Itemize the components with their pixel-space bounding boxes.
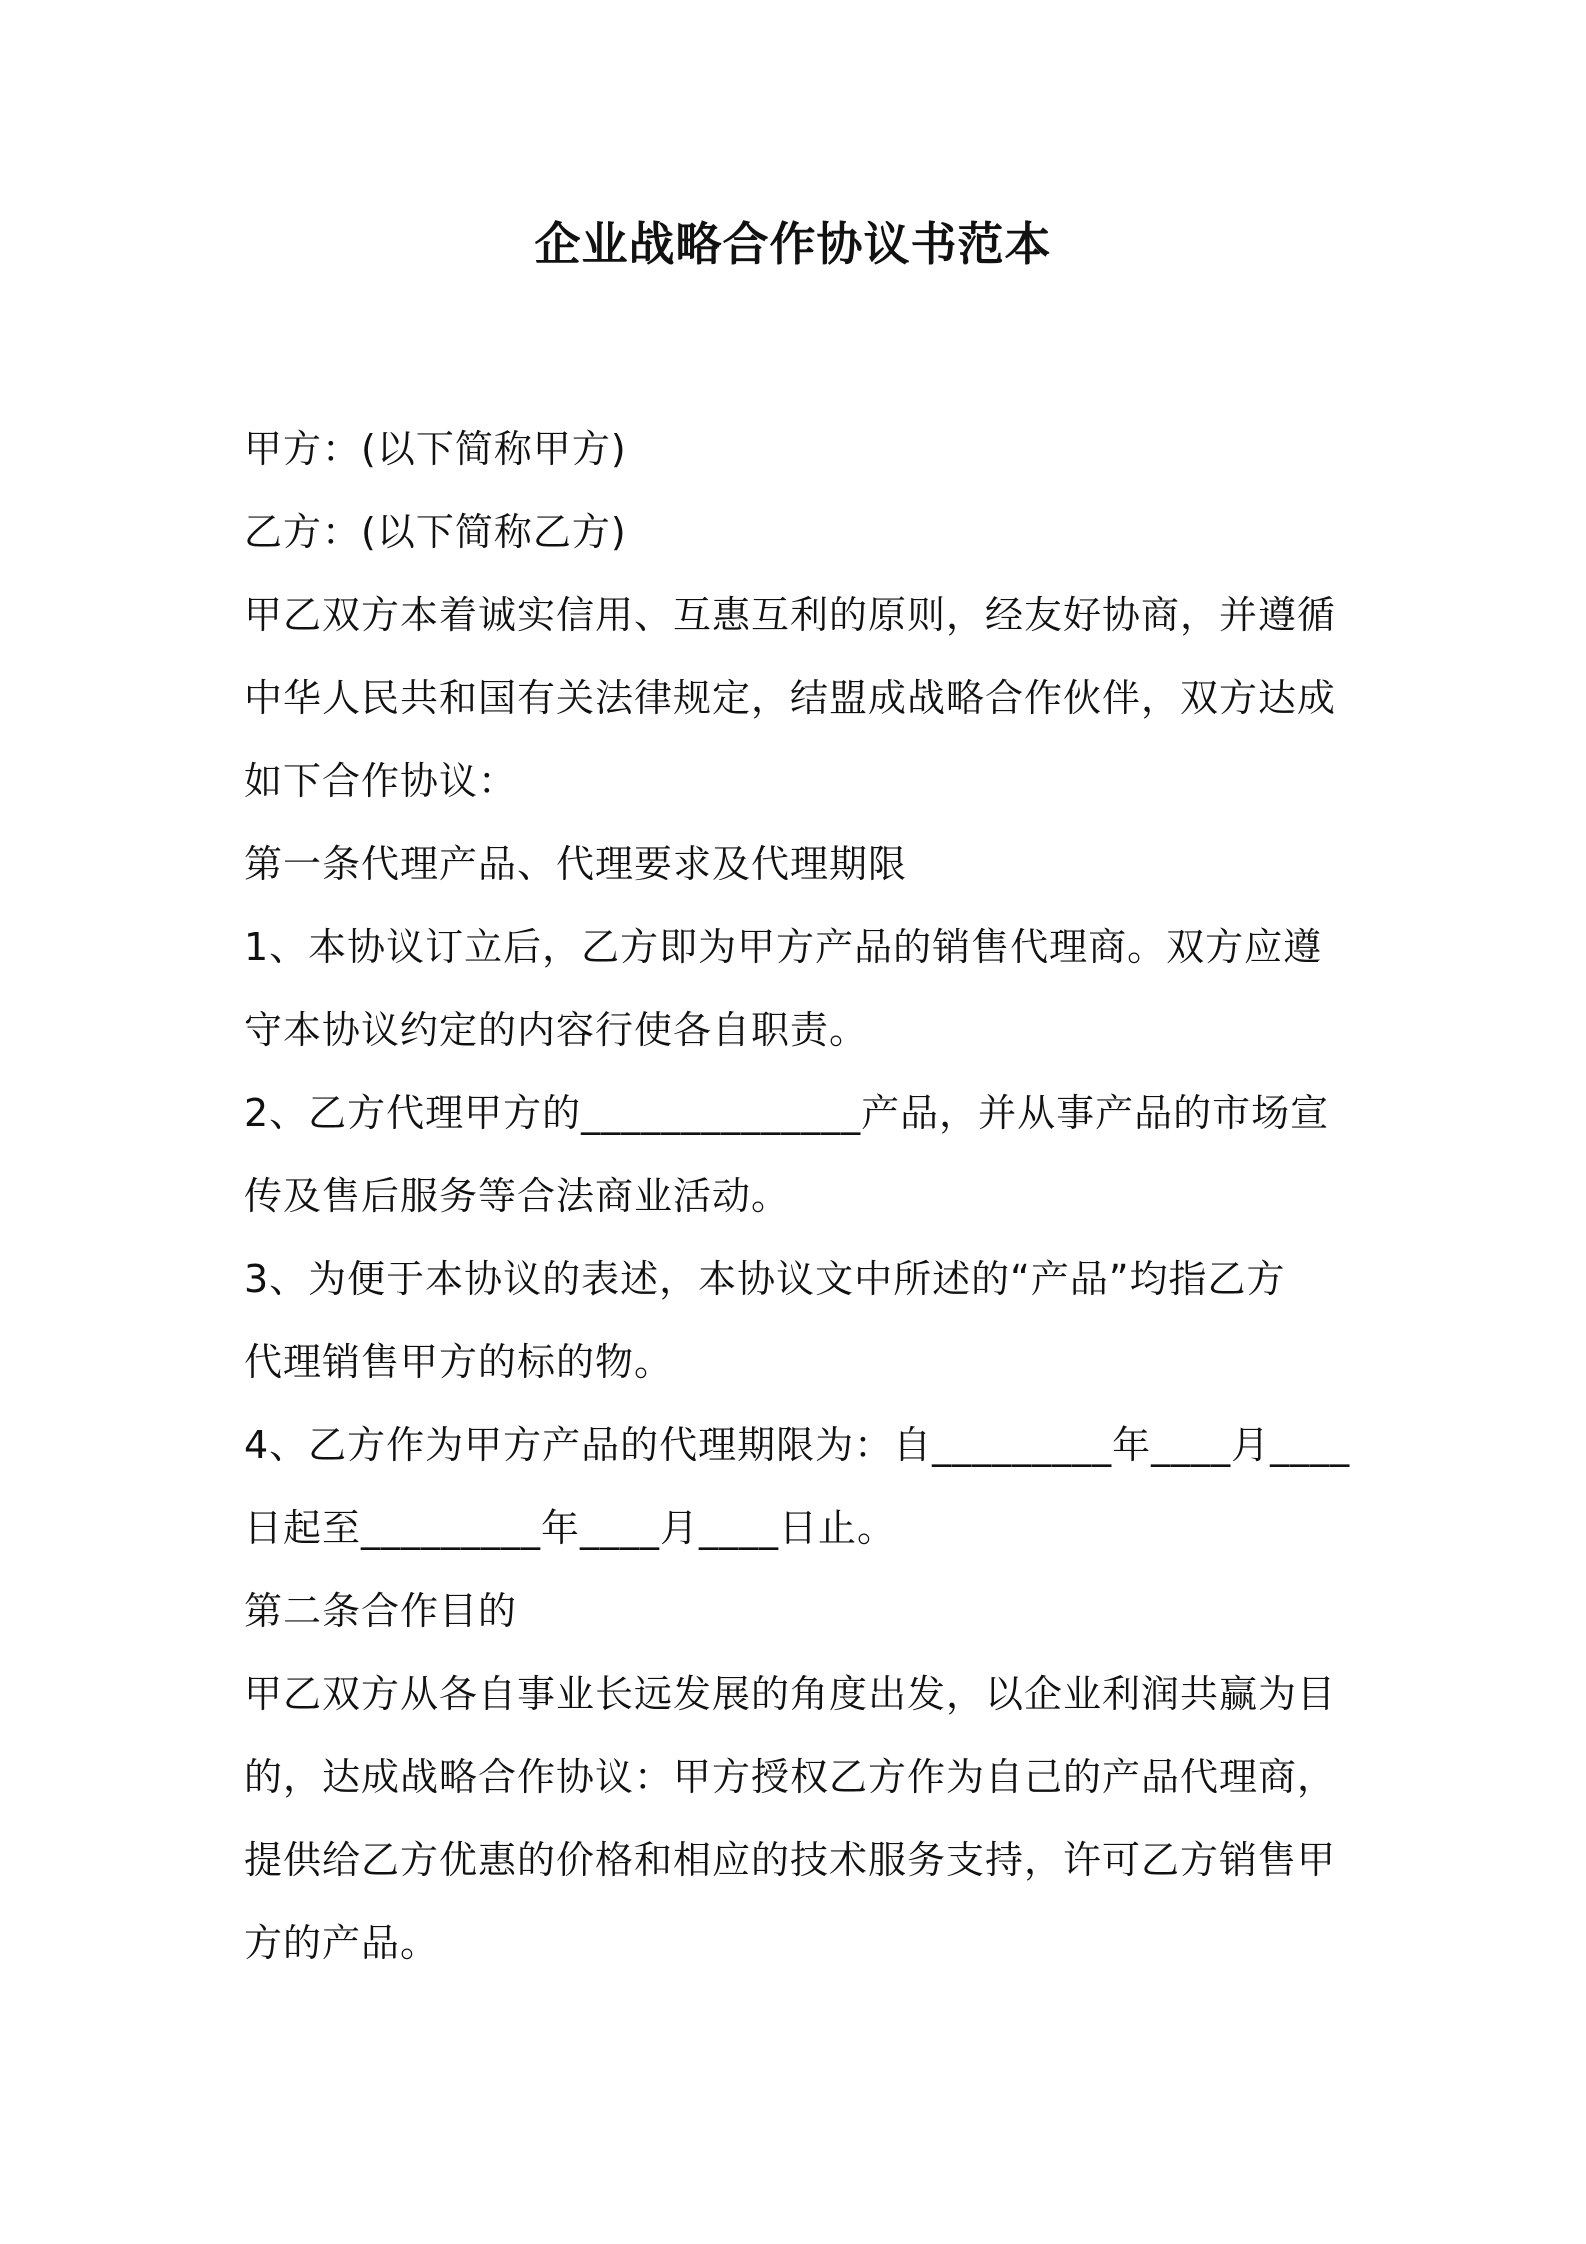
article-2-line-1: 甲乙双方从各自事业长远发展的角度出发，以企业利润共赢为目 [244,1672,1337,1716]
clause-3-line-2: 代理销售甲方的标的物。 [244,1340,674,1384]
article-2-heading: 第二条合作目的 [244,1589,518,1633]
preamble-line-1: 甲乙双方本着诚实信用、互惠互利的原则，经友好协商，并遵循 [244,593,1337,637]
document-title: 企业战略合作协议书范本 [534,217,1052,271]
document-body [244,408,1354,1985]
party-b-line: 乙方：(以下简称乙方) [244,510,627,554]
clause-2-line-2: 传及售后服务等合法商业活动。 [244,1174,791,1218]
article-1-heading: 第一条代理产品、代理要求及代理期限 [244,842,908,886]
article-2-line-2: 的，达成战略合作协议：甲方授权乙方作为自己的产品代理商， [244,1755,1337,1799]
article-2-line-4: 方的产品。 [244,1921,440,1965]
clause-1-line-2: 守本协议约定的内容行使各自职责。 [244,1008,869,1052]
preamble-line-2: 中华人民共和国有关法律规定，结盟成战略合作伙伴，双方达成 [244,676,1337,720]
preamble-line-3: 如下合作协议： [244,759,518,803]
clause-1-line-1: 1、本协议订立后，乙方即为甲方产品的销售代理商。双方应遵 [244,925,1323,969]
clause-2-line-1: 2、乙方代理甲方的______________产品，并从事产品的市场宣 [244,1091,1330,1135]
article-2-line-3: 提供给乙方优惠的价格和相应的技术服务支持，许可乙方销售甲 [244,1838,1337,1882]
clause-3-line-1: 3、为便于本协议的表述，本协议文中所述的“产品”均指乙方 [244,1257,1286,1301]
clause-4-line-2: 日起至_________年____月____日止。 [244,1506,897,1550]
party-a-line: 甲方：(以下简称甲方) [244,427,627,471]
clause-4-line-1: 4、乙方作为甲方产品的代理期限为：自_________年____月____ [244,1423,1351,1467]
